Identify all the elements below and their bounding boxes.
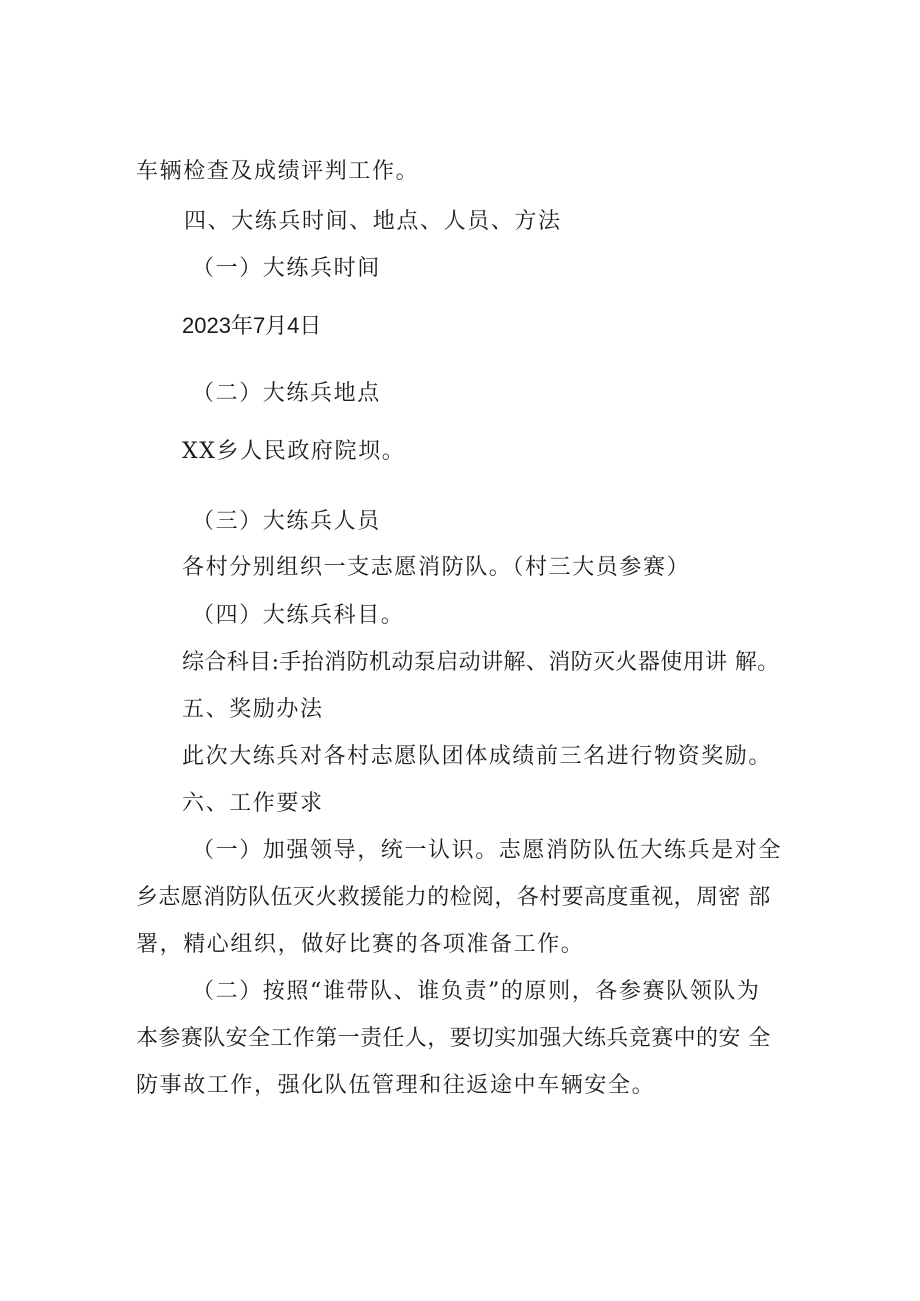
paragraph-line: 乡志愿消防队伍灭火救援能力的检阅，各村要高度重视，周密 部 bbox=[136, 885, 771, 910]
section-heading: 四、大练兵时间、地点、人员、方法 bbox=[184, 209, 562, 234]
subsection-heading: （一）大练兵时间 bbox=[192, 256, 381, 281]
paragraph-line: 防事故工作，强化队伍管理和往返途中车辆安全。 bbox=[136, 1073, 656, 1098]
text-line: 此次大练兵对各村志愿队团体成绩前三名进行物资奖励。 bbox=[182, 744, 773, 769]
location-line: XX乡人民政府院坝。 bbox=[182, 439, 406, 464]
text-line: 综合科目:手抬消防机动泵启动讲解、消防灭火器使用讲 解。 bbox=[182, 650, 780, 675]
paragraph-line: 署，精心组织，做好比赛的各项准备工作。 bbox=[136, 932, 585, 957]
subsection-heading: （二）大练兵地点 bbox=[192, 381, 381, 406]
text-line: 车辆检查及成绩评判工作。 bbox=[136, 159, 420, 184]
paragraph-line: 本参赛队安全工作第一责任人，要切实加强大练兵竞赛中的安 全 bbox=[136, 1026, 771, 1051]
text-line: 各村分别组织一支志愿消防队。（村三大员参赛） bbox=[182, 555, 691, 580]
date-line: 2023年7月4日 bbox=[182, 313, 322, 338]
subsection-heading: （三）大练兵人员 bbox=[192, 509, 381, 534]
paragraph-line: （一）加强领导，统一认识。志愿消防队伍大练兵是对全 bbox=[192, 838, 783, 863]
section-heading: 五、奖励办法 bbox=[182, 697, 324, 722]
subsection-heading: （四）大练兵科目。 bbox=[192, 603, 405, 628]
paragraph-line: （二）按照“谁带队、谁负责”的原则，各参赛队领队为 bbox=[192, 979, 761, 1004]
section-heading: 六、工作要求 bbox=[182, 791, 324, 816]
